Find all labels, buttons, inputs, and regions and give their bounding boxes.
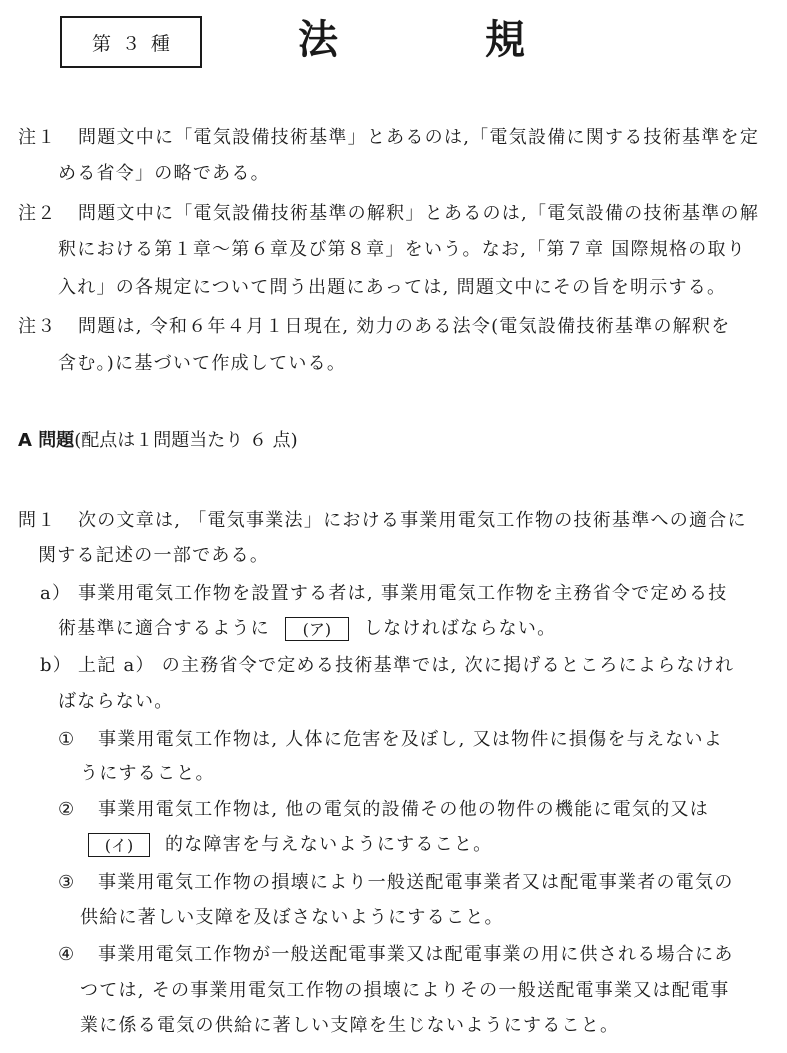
sub-item-2-line-1: 事業用電気工作物は, 他の電気的設備その他の物件の機能に電気的又は — [98, 799, 710, 820]
sub-item-1-label: ① — [58, 729, 76, 750]
exam-type-label: 第３種 — [92, 32, 181, 55]
note-3-label: 注３ — [18, 316, 57, 337]
sub-item-3-line-2: 供給に著しい支障を及ぼさないようにすること。 — [80, 907, 504, 928]
item-a-line-1: 事業用電気工作物を設置する者は, 事業用電気工作物を主務省令で定める技 — [78, 583, 728, 604]
item-b-line-2: ばならない。 — [58, 691, 174, 712]
sub-item-4-label: ④ — [58, 944, 76, 965]
item-b-label: b） — [40, 655, 73, 676]
sub-item-4-line-1: 事業用電気工作物が一般送配電事業又は配電事業の用に供される場合にあ — [98, 944, 734, 965]
question-1-label: 問１ — [18, 510, 57, 531]
sub-item-2-line-2 — [88, 831, 492, 859]
note-1-line-2: める省令」の略である。 — [58, 163, 270, 184]
blank-b-box: (イ) — [88, 833, 150, 857]
sub-item-4-line-2: つては, その事業用電気工作物の損壊によりその一般送配電事業又は配電事 — [80, 980, 730, 1001]
item-b-line-1: 上記 a） の主務省令で定める技術基準では, 次に掲げるところによらなけれ — [78, 655, 735, 676]
note-2-line-3: 入れ」の各規定について問う出題にあっては, 問題文中にその旨を明示する。 — [58, 277, 727, 298]
sub-item-1-line-1: 事業用電気工作物は, 人体に危害を及ぼし, 又は物件に損傷を与えないよ — [98, 729, 723, 750]
item-a-label: a） — [40, 583, 72, 604]
question-1-intro-line-1: 次の文章は, 「電気事業法」における事業用電気工作物の技術基準への適合に — [78, 510, 747, 531]
section-heading — [18, 427, 298, 455]
exam-type-box — [60, 16, 202, 68]
note-2-line-2: 釈における第１章～第６章及び第８章」をいう。なお,「第７章 国際規格の取り — [58, 239, 747, 260]
section-heading-points: (配点は１問題当たり ６ 点) — [74, 430, 298, 451]
sub-item-2-line-2-text: 的な障害を与えないようにすること。 — [164, 834, 493, 855]
note-2-line-1: 問題文中に「電気設備技術基準の解釈」とあるのは,「電気設備の技術基準の解 — [78, 203, 760, 224]
note-3-line-2: 含む。)に基づいて作成している。 — [58, 353, 347, 374]
blank-a-box: (ア) — [285, 617, 349, 641]
item-a-line-2-text: 術基準に適合するように — [58, 618, 270, 639]
sub-item-3-label: ③ — [58, 872, 76, 893]
question-1-intro-line-2: 関する記述の一部である。 — [38, 545, 270, 566]
section-heading-title: A 問題 — [18, 430, 75, 451]
page-title-right: 規 — [485, 17, 525, 63]
note-1-label: 注１ — [18, 127, 57, 148]
sub-item-1-line-2: うにすること。 — [80, 763, 215, 784]
sub-item-2-label: ② — [58, 799, 76, 820]
item-a-line-2-tail: しなければならない。 — [363, 618, 557, 639]
sub-item-3-line-1: 事業用電気工作物の損壊により一般送配電事業者又は配電事業者の電気の — [98, 872, 734, 893]
page-title-left: 法 — [298, 17, 338, 63]
sub-item-4-line-3: 業に係る電気の供給に著しい支障を生じないようにすること。 — [80, 1015, 620, 1036]
note-2-label: 注２ — [18, 203, 57, 224]
note-3-line-1: 問題は, 令和６年４月１日現在, 効力のある法令(電気設備技術基準の解釈を — [78, 316, 731, 337]
item-a-line-2 — [58, 615, 556, 643]
note-1-line-1: 問題文中に「電気設備技術基準」とあるのは,「電気設備に関する技術基準を定 — [78, 127, 760, 148]
